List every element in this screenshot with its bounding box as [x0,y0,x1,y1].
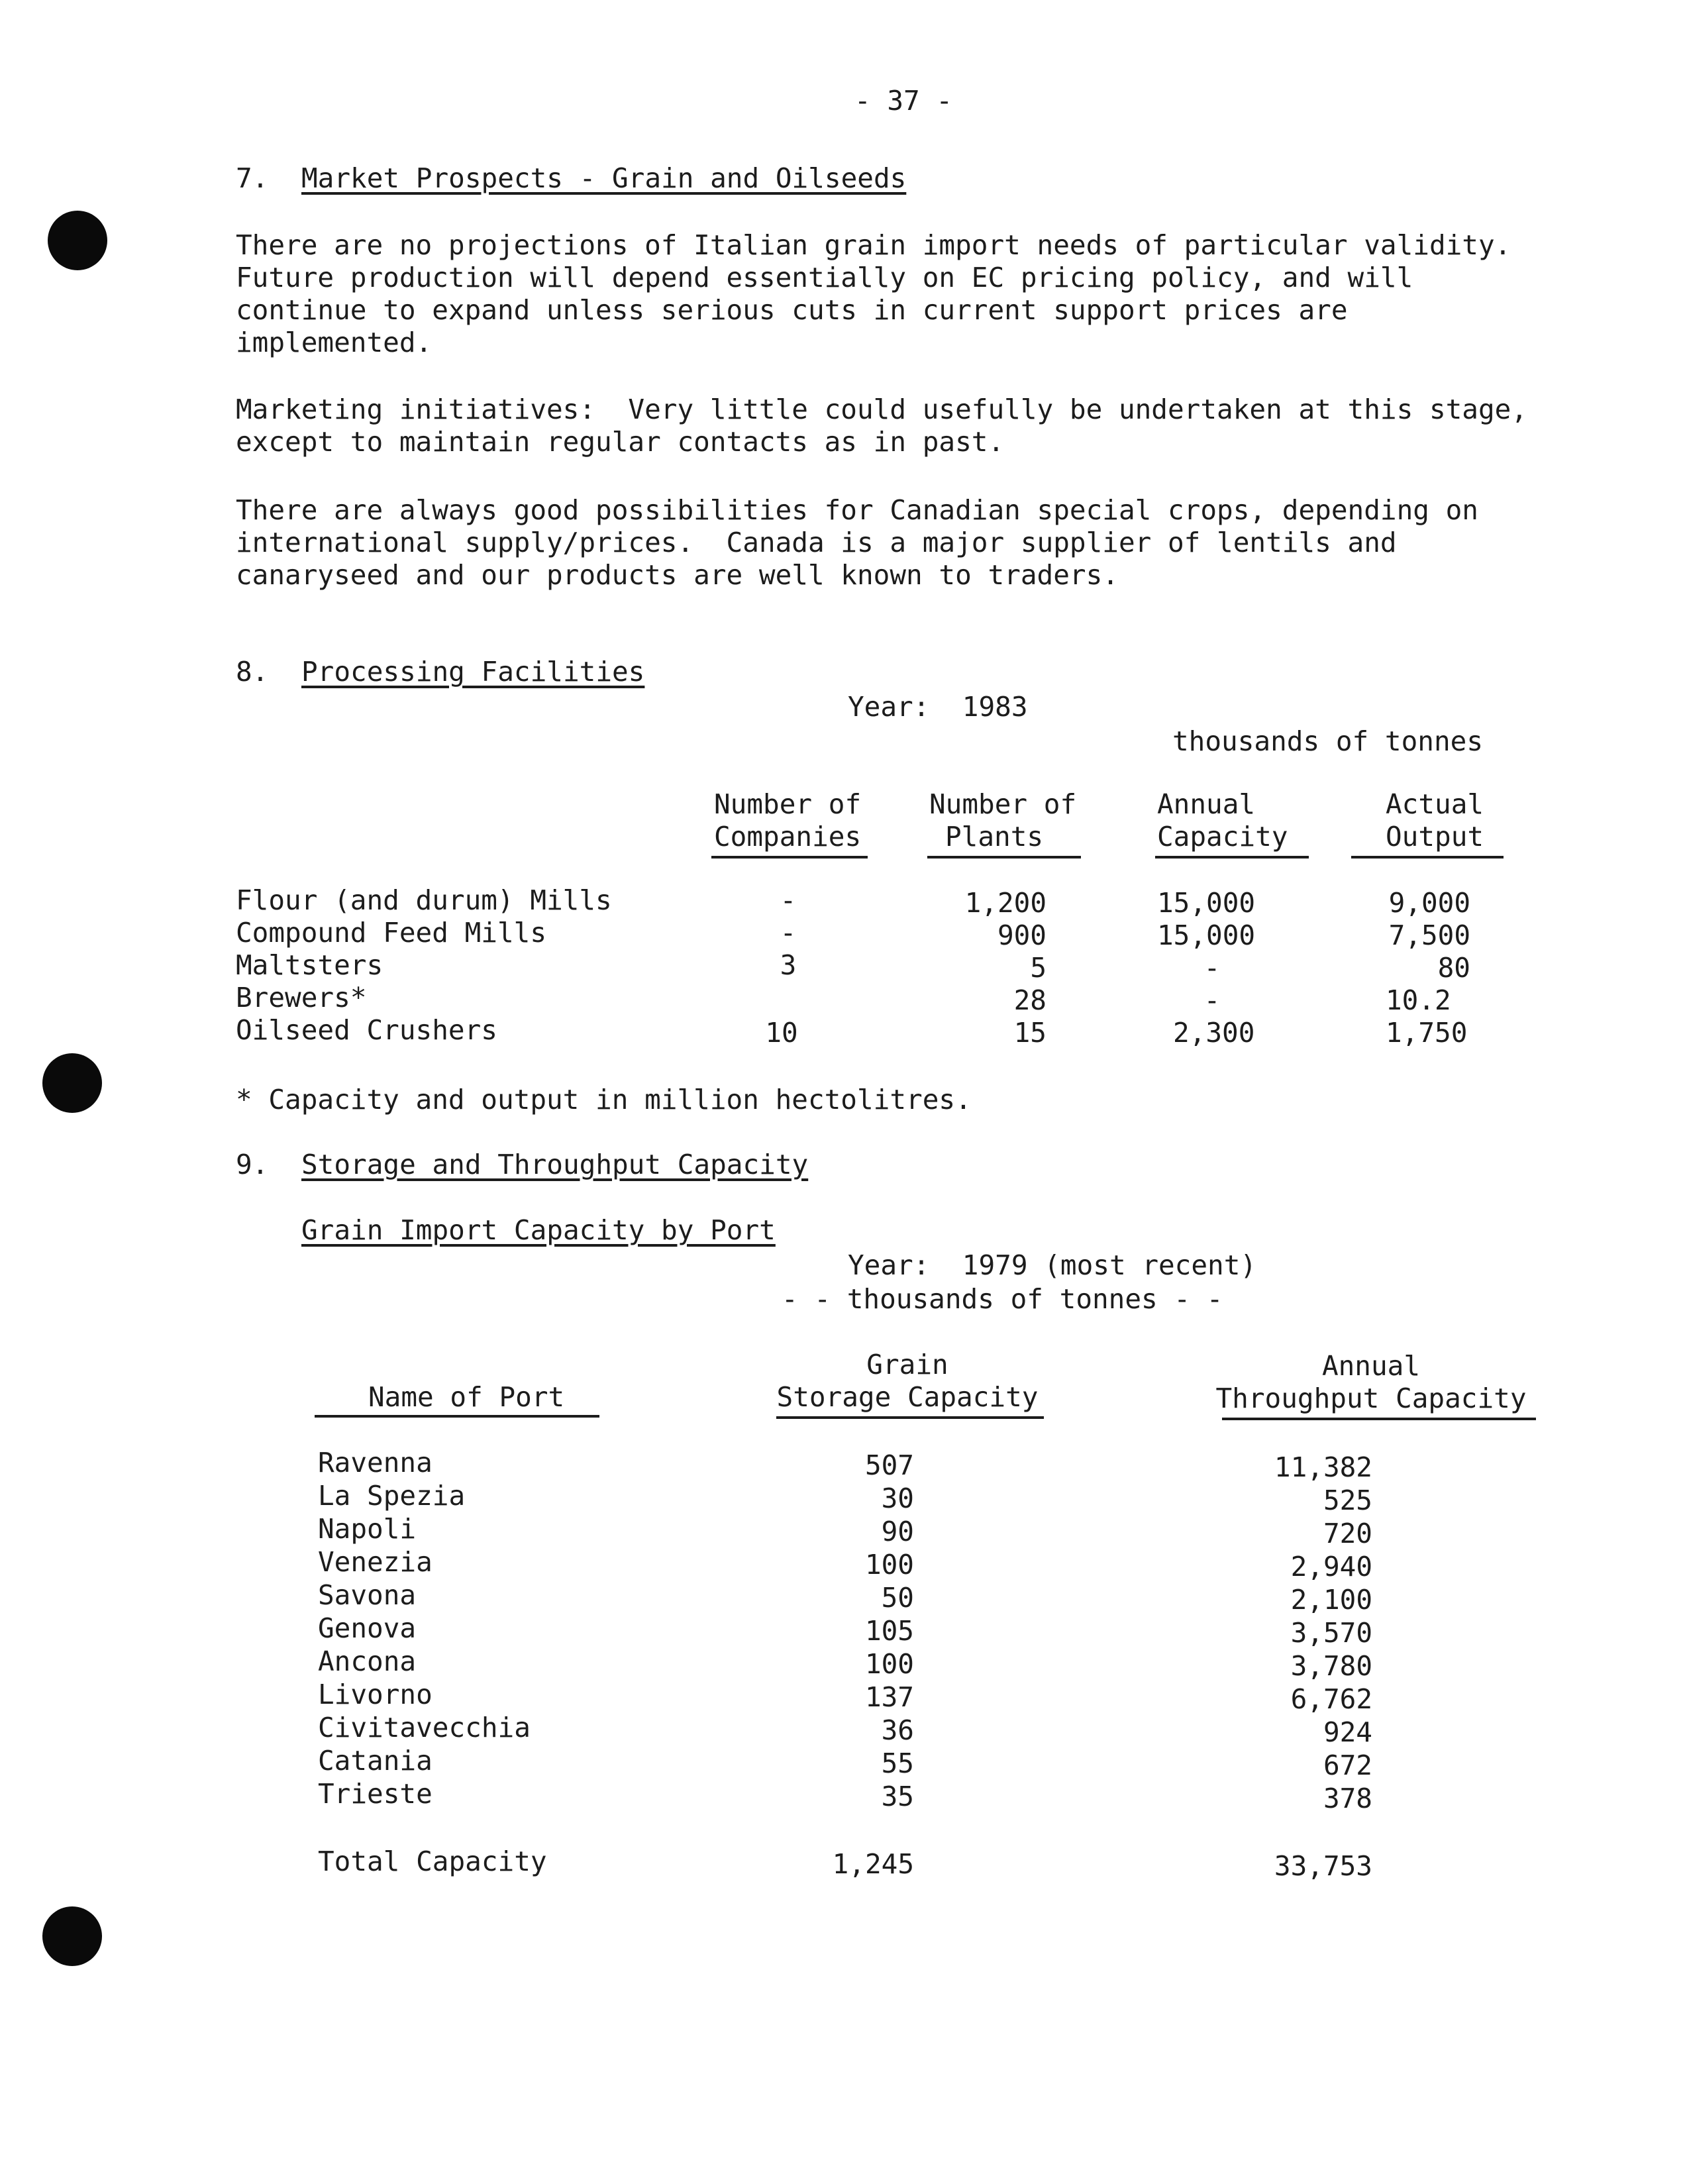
table-row-label: Ravenna [318,1447,433,1479]
header-underline [776,1416,1044,1419]
header-line: Number of [929,788,1077,820]
table-row-label: La Spezia [318,1480,466,1512]
table-cell: 100 [864,1549,914,1581]
table-cell: 507 [864,1449,914,1481]
table-cell: 30 [881,1482,914,1514]
table-cell: 2,940 [1290,1551,1372,1583]
section-7-paragraph-2 [236,393,1560,458]
table-cell: - [1203,984,1221,1016]
table-cell: 28 [1013,984,1047,1016]
table-row-label: Ancona [318,1645,417,1677]
header-line: Throughput Capacity [1215,1382,1527,1414]
table-row-label: Brewers* [236,982,367,1014]
table-row-label: Catania [318,1745,433,1777]
section-9-units: - - thousands of tonnes - - [782,1283,1223,1315]
text-line: international supply/prices. Canada is a major supplier of lentils and [236,527,1397,558]
header-line: Storage Capacity [776,1381,1039,1413]
page-number: - 37 - [854,85,953,117]
header-underline [315,1415,599,1418]
total-storage: 1,245 [832,1848,914,1880]
total-row-label: Total Capacity [318,1846,547,1877]
header-line: Actual [1386,788,1484,820]
table-cell: 50 [881,1582,914,1614]
table-cell: 15,000 [1157,887,1256,919]
table-cell: 1,200 [964,887,1047,919]
section-8-title: Processing Facilities [301,656,645,688]
section-8-number: 8. [236,656,269,688]
text-line: Marketing initiatives: Very little could usefully be undertaken at this stage, [236,393,1528,425]
section-9-number: 9. [236,1149,269,1180]
table-cell: 3,780 [1290,1650,1372,1682]
header-line: Plants [945,821,1044,853]
col-header-storage [768,1349,1047,1414]
table-cell: 80 [1437,952,1470,984]
text-line: except to maintain regular contacts as in past. [236,426,1005,458]
section-9-subtitle: Grain Import Capacity by Port [301,1214,776,1246]
section-9-title: Storage and Throughput Capacity [301,1149,809,1180]
header-line: Annual [1157,788,1256,820]
header-underline [1351,856,1504,858]
table-cell: 9,000 [1388,887,1470,919]
section-7-title: Market Prospects - Grain and Oilseeds [301,162,907,194]
header-line: Annual [1321,1350,1421,1382]
table-row-label: Flour (and durum) Mills [236,884,612,916]
header-underline [927,856,1081,858]
table-row-label: Civitavecchia [318,1712,531,1743]
table-cell: 525 [1323,1484,1372,1516]
table-cell: 1,750 [1386,1017,1468,1049]
table-row-label: Trieste [318,1778,433,1810]
table-row-label: Livorno [318,1679,433,1710]
header-line: Output [1386,821,1484,853]
section-9-year: Year: 1979 (most recent) [848,1249,1257,1281]
header-line: Grain [866,1349,948,1380]
header-underline [1155,856,1309,858]
table-row-label: Compound Feed Mills [236,917,546,949]
table-cell: 137 [864,1681,914,1713]
table-cell: 15,000 [1157,919,1256,951]
table-cell: 378 [1323,1783,1372,1814]
table-cell: 672 [1323,1749,1372,1781]
table-cell: 900 [997,919,1047,951]
section-8-footnote: * Capacity and output in million hectolitres. [236,1084,972,1116]
header-line: Number of [714,788,862,820]
header-line: Capacity [1157,821,1288,853]
table-row-label: Savona [318,1579,417,1611]
header-underline [1222,1418,1536,1420]
table-cell: 6,762 [1290,1683,1372,1715]
table-cell: 5 [1030,952,1047,984]
table-cell: 100 [864,1648,914,1680]
table-cell: 90 [881,1516,914,1547]
table-cell: 2,300 [1173,1017,1255,1049]
table-row-label: Genova [318,1612,417,1644]
table-cell: - [780,917,797,949]
table-cell: 36 [881,1714,914,1746]
header-underline [711,856,868,858]
text-line: Future production will depend essentially on EC pricing policy, and will [236,262,1413,293]
table-cell: 55 [881,1747,914,1779]
table-cell: 924 [1323,1716,1372,1748]
punch-hole-middle [42,1053,102,1113]
table-cell: 3 [780,949,797,981]
col-header-throughput [1205,1350,1537,1415]
total-throughput: 33,753 [1274,1850,1372,1882]
text-line: There are no projections of Italian grain import needs of particular validity. [236,229,1511,261]
text-line: continue to expand unless serious cuts in current support prices are [236,294,1348,326]
section-7-paragraph-1 [236,229,1560,359]
header-line: Companies [714,821,862,853]
table-cell: - [780,884,797,916]
table-row-label: Napoli [318,1513,417,1545]
table-row-label: Oilseed Crushers [236,1014,497,1046]
table-cell: 10.2 [1386,984,1451,1016]
col-header-companies [714,788,861,853]
col-header-port: Name of Port [368,1381,565,1413]
col-header-plants [929,788,1076,853]
punch-hole-bottom [42,1906,102,1966]
table-cell: 2,100 [1290,1584,1372,1616]
text-line: canaryseed and our products are well known to traders. [236,559,1119,591]
table-cell: 105 [864,1615,914,1647]
table-cell: 10 [765,1017,798,1049]
col-header-output [1386,788,1484,853]
table-cell: 11,382 [1274,1451,1372,1483]
table-cell: 35 [881,1781,914,1812]
table-cell: 3,570 [1290,1617,1372,1649]
section-7-number: 7. [236,162,269,194]
table-cell: 7,500 [1388,919,1470,951]
section-7-paragraph-3 [236,494,1560,592]
section-8-units: thousands of tonnes [1172,725,1483,757]
table-row-label: Venezia [318,1546,433,1578]
table-cell: - [1203,952,1221,984]
table-cell: 720 [1323,1518,1372,1549]
col-header-capacity [1157,788,1288,853]
table-cell: 15 [1013,1017,1047,1049]
text-line: implemented. [236,327,433,358]
text-line: There are always good possibilities for Canadian special crops, depending on [236,494,1478,526]
punch-hole-top [48,211,107,270]
section-8-year: Year: 1983 [848,691,1028,723]
table-row-label: Maltsters [236,949,383,981]
